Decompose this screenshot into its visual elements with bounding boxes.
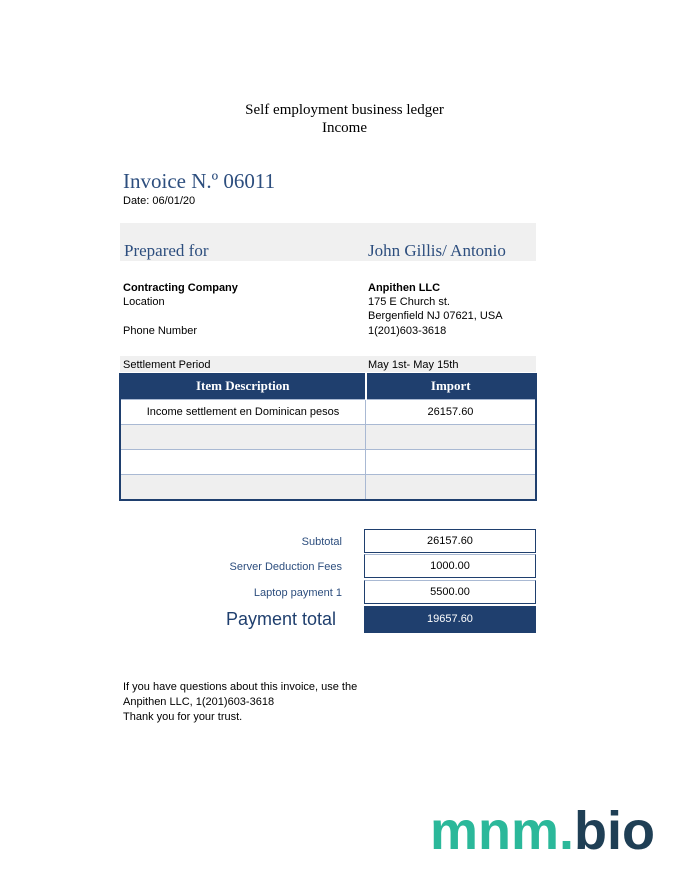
table-row: [120, 450, 536, 475]
payment-total-value: 19657.60: [364, 606, 536, 633]
vendor-name: Anpithen LLC: [368, 282, 441, 294]
items-table-header: [120, 373, 536, 400]
payment-total-label: Payment total: [226, 609, 337, 629]
column-header-import: Import: [366, 373, 537, 400]
ledger-subtitle: Income: [322, 120, 367, 136]
table-cell-description: [120, 450, 366, 475]
settlement-period-value: May 1st- May 15th: [368, 359, 459, 371]
invoice-number: Invoice N.º 06011: [123, 169, 276, 193]
deduction-fees-label: Server Deduction Fees: [229, 561, 342, 573]
table-cell-description: Income settlement en Dominican pesos: [120, 400, 366, 425]
deduction-fees-value: 1000.00: [364, 554, 536, 578]
items-table: [119, 373, 537, 501]
subtotal-value: 26157.60: [364, 529, 536, 553]
laptop-payment-label: Laptop payment 1: [253, 587, 342, 599]
prepared-for-value: John Gillis/ Antonio: [368, 241, 506, 260]
ledger-title: Self employment business ledger: [245, 102, 444, 118]
invoice-date: Date: 06/01/20: [123, 195, 196, 207]
footer-line: Anpithen LLC, 1(201)603-3618: [123, 696, 275, 708]
footer-note: [123, 680, 357, 725]
watermark-logo: [430, 800, 655, 862]
footer-line: Thank you for your trust.: [123, 711, 243, 723]
table-cell-import: [366, 475, 537, 501]
vendor-address-line1: 175 E Church st.: [368, 296, 450, 308]
table-cell-import: 26157.60: [366, 400, 537, 425]
table-cell-import: [366, 425, 537, 450]
settlement-period-label: Settlement Period: [123, 359, 211, 371]
watermark-part: mnm.: [430, 801, 575, 861]
prepared-for-label: Prepared for: [124, 241, 209, 260]
client-phone-label: Phone Number: [123, 325, 197, 337]
column-header-description: Item Description: [120, 373, 366, 400]
footer-line: If you have questions about this invoice, use the: [123, 681, 358, 693]
laptop-payment-value: 5500.00: [364, 580, 536, 604]
watermark-part: bio: [574, 801, 656, 861]
client-company: Contracting Company: [123, 282, 238, 294]
client-location-label: Location: [123, 296, 165, 308]
table-row: [120, 425, 536, 450]
vendor-address-line2: Bergenfield NJ 07621, USA: [368, 310, 503, 322]
table-cell-import: [366, 450, 537, 475]
table-cell-description: [120, 475, 366, 501]
table-cell-description: [120, 425, 366, 450]
document-title: [0, 101, 689, 137]
subtotal-label: Subtotal: [301, 536, 342, 548]
table-row: [120, 400, 536, 425]
table-row: [120, 475, 536, 501]
vendor-phone: 1(201)603-3618: [368, 325, 447, 337]
